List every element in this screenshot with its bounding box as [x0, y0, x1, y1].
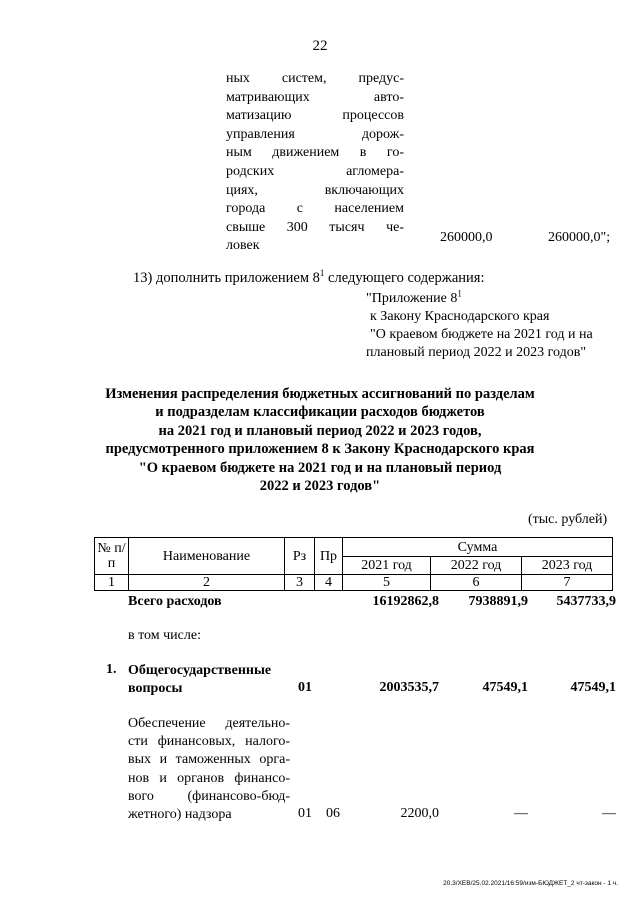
appendix-line-1 — [366, 290, 593, 308]
header-pr: Пр — [314, 537, 343, 575]
appendix-label: "Приложение 8 — [366, 291, 458, 306]
total-label: Всего расходов — [128, 594, 222, 609]
index-cell: 4 — [314, 574, 343, 591]
footer-note: 20.3/XEB/25.02.2021/16:59/изм-БЮДЖЕТ_2 чт-закон - 1 ч. — [443, 880, 618, 887]
total-2023: 5437733,9 — [556, 594, 616, 609]
title-line: и подразделам классификации расходов бюджетов — [155, 404, 485, 421]
section-name-line: вопросы — [128, 681, 183, 696]
header-rz: Рз — [284, 537, 315, 575]
subsection-name — [128, 715, 290, 824]
index-cell: 6 — [430, 574, 522, 591]
subsection-name-line: вого (финансово-бюд- — [128, 788, 290, 804]
continuation-value-2022: 260000,0 — [440, 230, 493, 245]
amendment-item-13 — [133, 270, 484, 287]
continuation-line: ным движением в го- — [226, 145, 404, 161]
continuation-line: свыше 300 тысяч че- — [226, 219, 404, 235]
item13-text: 13) дополнить приложением 8 — [133, 270, 320, 286]
continuation-line: города с населением — [226, 201, 404, 217]
appendix-line-2: к Закону Краснодарского края — [370, 309, 550, 324]
header-2023: 2023 год — [521, 556, 613, 575]
continuation-line: циях, включающих — [226, 182, 404, 198]
subsection-name-line: нов и органов финансо- — [128, 770, 290, 786]
title-line: Изменения распределения бюджетных ассигнований по разделам — [105, 386, 535, 402]
page-number: 22 — [312, 38, 328, 54]
continuation-line: управления дорож- — [226, 126, 404, 142]
continuation-line: ных систем, предус- — [226, 71, 404, 86]
appendix-line-3: "О краевом бюджете на 2021 год и на — [370, 327, 593, 342]
section-name-line: Общегосударственные — [128, 663, 272, 678]
total-2022: 7938891,9 — [468, 594, 528, 609]
subsection-2021: 2200,0 — [400, 806, 439, 821]
title-line: предусмотренного приложением 8 к Закону Краснодарского края — [105, 441, 535, 458]
continuation-line: родских агломера- — [226, 163, 404, 179]
index-cell: 7 — [521, 574, 613, 591]
including-label: в том числе: — [128, 628, 201, 643]
header-num — [94, 537, 129, 575]
subsection-name-line: вых и таможенных орга- — [128, 752, 290, 768]
section-number: 1. — [106, 662, 117, 677]
subsection-2022: — — [514, 806, 528, 821]
header-num-label: № п/п — [97, 541, 126, 571]
section-2021: 2003535,7 — [379, 680, 439, 695]
continuation-line: матизацию процессов — [226, 108, 404, 124]
subsection-name-line: жетного) надзора — [128, 807, 232, 823]
section-2023: 47549,1 — [570, 680, 616, 695]
header-name: Наименование — [128, 537, 285, 575]
index-cell: 2 — [128, 574, 285, 591]
subsection-rz: 01 — [298, 806, 312, 821]
title-line: 2022 и 2023 годов" — [259, 478, 381, 495]
document-title — [0, 385, 640, 495]
section-2022: 47549,1 — [482, 680, 528, 695]
continuation-text — [226, 70, 404, 256]
subsection-pr: 06 — [326, 806, 340, 821]
appendix-header — [366, 290, 593, 362]
continuation-value-2023: 260000,0"; — [548, 230, 611, 245]
subsection-2023: — — [602, 806, 616, 821]
title-line: на 2021 год и плановый период 2022 и 2023 годов, — [158, 422, 482, 439]
section-name — [128, 662, 271, 698]
units-label: (тыс. рублей) — [528, 512, 608, 527]
title-line: "О краевом бюджете на 2021 год и на плановый период — [138, 459, 502, 476]
continuation-line: ловек — [226, 238, 260, 254]
header-2022: 2022 год — [430, 556, 522, 575]
index-cell: 5 — [342, 574, 431, 591]
appendix-superscript: 1 — [457, 288, 462, 299]
item13-superscript: 1 — [319, 268, 325, 279]
header-sum: Сумма — [342, 537, 613, 557]
index-cell: 3 — [284, 574, 315, 591]
header-2021: 2021 год — [342, 556, 431, 575]
index-cell: 1 — [94, 574, 129, 591]
section-rz: 01 — [298, 680, 312, 695]
item13-text-after: следующего содержания: — [324, 270, 485, 286]
appendix-line-4: плановый период 2022 и 2023 годов" — [366, 345, 587, 360]
subsection-name-line: Обеспечение деятельно- — [128, 716, 290, 731]
subsection-name-line: сти финансовых, налого- — [128, 734, 290, 750]
total-2021: 16192862,8 — [372, 594, 439, 609]
continuation-line: матривающих авто- — [226, 89, 404, 105]
